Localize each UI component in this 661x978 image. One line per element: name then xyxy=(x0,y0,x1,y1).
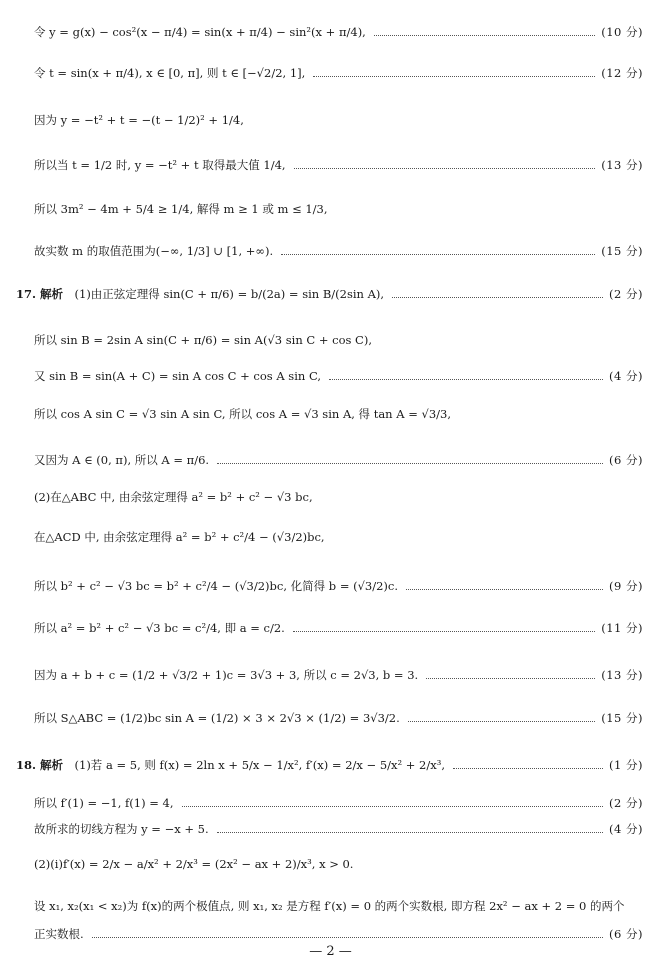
text-line xyxy=(0,446,661,476)
score-label: (4 分) xyxy=(609,822,643,837)
score-label: (15 分) xyxy=(601,244,643,259)
line-text: 所以 S△ABC = (1/2)bc sin A = (1/2) × 3 × 2√3 × (1/2) = 3√3/2. xyxy=(34,711,400,726)
line-text: (1)由正弦定理得 sin(C + π/6) = b/(2a) = sin B/(2sin A), xyxy=(74,287,385,302)
leader-dots xyxy=(281,253,595,255)
text-line xyxy=(0,195,661,225)
leader-dots xyxy=(182,805,604,807)
text-line xyxy=(0,614,661,644)
score-label: (4 分) xyxy=(609,369,643,384)
score-label: (6 分) xyxy=(609,927,643,942)
text-line xyxy=(0,751,661,781)
line-text: 因为 a + b + c = (1/2 + √3/2 + 1)c = 3√3 + 3, 所以 c = 2√3, b = 3. xyxy=(34,668,419,683)
score-label: (9 分) xyxy=(609,579,643,594)
leader-dots xyxy=(217,462,603,464)
question-number: 17. xyxy=(16,287,41,302)
analysis-tag: 解析 xyxy=(40,287,64,302)
line-text: 所以当 t = 1/2 时, y = −t² + t 取得最大值 1/4, xyxy=(34,158,286,173)
line-text: 因为 y = −t² + t = −(t − 1/2)² + 1/4, xyxy=(34,113,244,128)
text-line xyxy=(0,892,661,922)
text-line xyxy=(0,280,661,310)
page-number: — 2 — xyxy=(309,944,352,959)
analysis-tag: 解析 xyxy=(40,758,64,773)
score-label: (11 分) xyxy=(601,621,643,636)
score-label: (2 分) xyxy=(609,287,643,302)
text-line xyxy=(0,400,661,430)
text-line xyxy=(0,106,661,136)
text-line xyxy=(0,523,661,553)
score-label: (1 分) xyxy=(609,758,643,773)
score-label: (6 分) xyxy=(609,453,643,468)
question-number: 18. xyxy=(16,758,41,773)
text-line xyxy=(0,362,661,392)
text-line xyxy=(0,850,661,880)
line-text: 所以 cos A sin C = √3 sin A sin C, 所以 cos A = √3 sin A, 得 tan A = √3/3, xyxy=(34,407,451,422)
line-text: 设 x₁, x₂(x₁ < x₂)为 f(x)的两个极值点, 则 x₁, x₂ 是方程 f′(x) = 0 的两个实数根, 即方程 2x² − ax + 2 = 0 的两个 xyxy=(34,899,625,914)
text-line xyxy=(0,483,661,513)
line-text: 令 t = sin(x + π/4), x ∈ [0, π], 则 t ∈ [−√2/2, 1], xyxy=(34,66,306,81)
score-label: (15 分) xyxy=(601,711,643,726)
leader-dots xyxy=(92,936,603,938)
text-line xyxy=(0,661,661,691)
leader-dots xyxy=(294,167,596,169)
line-text: 所以 3m² − 4m + 5/4 ≥ 1/4, 解得 m ≥ 1 或 m ≤ 1/3, xyxy=(34,202,328,217)
line-text: 正实数根. xyxy=(34,927,84,942)
line-text: 所以 a² = b² + c² − √3 bc = c²/4, 即 a = c/2. xyxy=(34,621,285,636)
line-text: 所以 f′(1) = −1, f(1) = 4, xyxy=(34,796,174,811)
line-text: 在△ACD 中, 由余弦定理得 a² = b² + c²/4 − (√3/2)bc, xyxy=(34,530,325,545)
text-line xyxy=(0,815,661,845)
leader-dots xyxy=(217,831,603,833)
line-text: (2)在△ABC 中, 由余弦定理得 a² = b² + c² − √3 bc, xyxy=(34,490,313,505)
leader-dots xyxy=(374,34,595,36)
line-text: 故所求的切线方程为 y = −x + 5. xyxy=(34,822,209,837)
score-label: (10 分) xyxy=(601,25,643,40)
leader-dots xyxy=(293,630,595,632)
text-line xyxy=(0,572,661,602)
line-text: 又 sin B = sin(A + C) = sin A cos C + cos A sin C, xyxy=(34,369,321,384)
line-text: 故实数 m 的取值范围为(−∞, 1/3] ∪ [1, +∞). xyxy=(34,244,274,259)
leader-dots xyxy=(408,720,595,722)
line-text: 所以 b² + c² − √3 bc = b² + c²/4 − (√3/2)bc, 化简得 b = (√3/2)c. xyxy=(34,579,399,594)
leader-dots xyxy=(406,588,603,590)
line-text: (2)(ⅰ)f′(x) = 2/x − a/x² + 2/x³ = (2x² − ax + 2)/x³, x > 0. xyxy=(34,857,354,872)
score-label: (2 分) xyxy=(609,796,643,811)
leader-dots xyxy=(426,677,595,679)
line-text: 所以 sin B = 2sin A sin(C + π/6) = sin A(√3 sin C + cos C), xyxy=(34,333,372,348)
leader-dots xyxy=(392,296,603,298)
text-line xyxy=(0,18,661,48)
text-line xyxy=(0,151,661,181)
leader-dots xyxy=(329,378,603,380)
leader-dots xyxy=(453,767,603,769)
text-line xyxy=(0,704,661,734)
leader-dots xyxy=(313,75,595,77)
text-line xyxy=(0,237,661,267)
score-label: (13 分) xyxy=(601,668,643,683)
text-line xyxy=(0,59,661,89)
text-line xyxy=(0,326,661,356)
line-text: 又因为 A ∈ (0, π), 所以 A = π/6. xyxy=(34,453,210,468)
line-text: 令 y = g(x) − cos²(x − π/4) = sin(x + π/4) − sin²(x + π/4), xyxy=(34,25,366,40)
score-label: (12 分) xyxy=(601,66,643,81)
line-text: (1)若 a = 5, 则 f(x) = 2ln x + 5/x − 1/x², f′(x) = 2/x − 5/x² + 2/x³, xyxy=(74,758,445,773)
score-label: (13 分) xyxy=(601,158,643,173)
